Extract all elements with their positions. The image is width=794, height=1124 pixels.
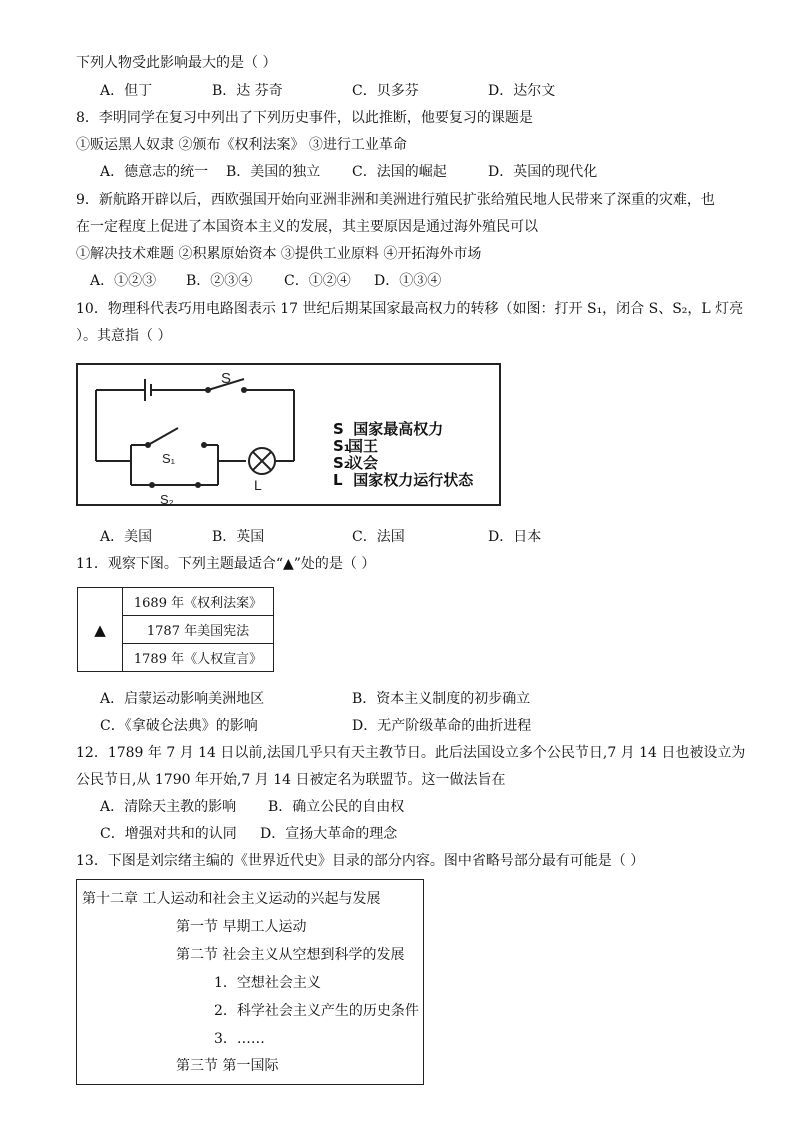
q12-stem-line1: 12．1789 年 7 月 14 日以前,法国几乎只有天主教节日。此后法国设立多个公民节日,7 月 14 日也被设立为	[76, 745, 746, 761]
q11-option-b[interactable]: B．资本主义制度的初步确立	[352, 691, 531, 707]
q8-option-d[interactable]: D．英国的现代化	[488, 164, 598, 180]
table-row: 1787 年美国宪法	[123, 616, 274, 644]
q12-option-c[interactable]: C．增强对共和的认同	[100, 826, 237, 842]
toc-sub-1: 1．空想社会主义	[214, 975, 321, 991]
q7-option-c[interactable]: C．贝多芬	[352, 83, 419, 99]
toc-sub-3: 3．……	[214, 1031, 265, 1047]
circuit-legend	[333, 421, 473, 489]
toc-section-3: 第三节 第一国际	[176, 1058, 279, 1074]
q8-option-a[interactable]: A．德意志的统一	[100, 164, 209, 180]
q10-stem-line1: 10．物理科代表巧用电路图表示 17 世纪后期某国家最高权力的转移（如图：打开 S₁，闭合 S、S₂，L 灯亮	[76, 301, 744, 317]
table-row: 1789 年《人权宣言》	[123, 644, 274, 672]
q7-option-a[interactable]: A．但丁	[100, 83, 153, 99]
q12-option-b[interactable]: B．确立公民的自由权	[268, 799, 405, 815]
q11-option-d[interactable]: D．无产阶级革命的曲折进程	[352, 718, 532, 734]
triangle-marker: ▲	[78, 588, 123, 672]
q8-events: ①贩运黑人奴隶 ②颁布《权利法案》 ③进行工业革命	[76, 137, 407, 153]
q9-option-b[interactable]: B．②③④	[186, 273, 253, 289]
q8-option-c[interactable]: C．法国的崛起	[352, 164, 447, 180]
toc-chapter: 第十二章 工人运动和社会主义运动的兴起与发展	[82, 891, 381, 907]
q9-stem-line1: 9．新航路开辟以后，西欧强国开始向亚洲非洲和美洲进行殖民扩张给殖民地人民带来了深重的灾难，也	[76, 192, 715, 208]
q8-stem: 8．李明同学在复习中列出了下列历史事件，以此推断，他要复习的课题是	[76, 110, 533, 126]
q12-option-d[interactable]: D．宣扬大革命的理念	[260, 826, 398, 842]
q13-toc-box	[76, 879, 424, 1085]
q10-option-c[interactable]: C．法国	[352, 529, 405, 545]
q9-option-d[interactable]: D．①③④	[374, 273, 442, 289]
q10-option-a[interactable]: A．美国	[100, 529, 153, 545]
q11-stem: 11．观察下图。下列主题最适合“▲”处的是（ ）	[76, 556, 376, 572]
q12-stem-line2: 公民节日,从 1790 年开始,7 月 14 日被定名为联盟节。这一做法旨在	[76, 772, 506, 788]
q7-option-d[interactable]: D．达尔文	[488, 83, 556, 99]
q9-option-c[interactable]: C．①②④	[284, 273, 351, 289]
legend-item-s2: S₂议会	[333, 454, 379, 472]
q10-stem-line2: ）。其意指（ ）	[76, 328, 172, 344]
label-s1: S₁	[162, 451, 176, 466]
toc-sub-2: 2．科学社会主义产生的历史条件	[214, 1003, 419, 1019]
q9-items: ①解决技术难题 ②积累原始资本 ③提供工业原料 ④开拓海外市场	[76, 246, 482, 262]
q12-option-a[interactable]: A．清除天主教的影响	[100, 799, 237, 815]
circuit-diagram	[76, 363, 501, 506]
legend-item-s: S 国家最高权力	[333, 420, 444, 438]
q7-option-b[interactable]: B．达 芬奇	[212, 83, 283, 99]
toc-section-1: 第一节 早期工人运动	[176, 919, 307, 935]
q9-option-a[interactable]: A．①②③	[90, 273, 157, 289]
table-row: 1689 年《权利法案》	[123, 588, 274, 616]
toc-section-2: 第二节 社会主义从空想到科学的发展	[176, 947, 405, 963]
q11-table	[77, 587, 274, 672]
q11-option-c[interactable]: C．《拿破仑法典》的影响	[100, 718, 258, 734]
q10-option-d[interactable]: D．日本	[488, 529, 542, 545]
q13-stem: 13．下图是刘宗绪主编的《世界近代史》目录的部分内容。图中省略号部分最有可能是（ ）	[76, 853, 645, 869]
legend-item-s1: S₁国王	[333, 437, 379, 455]
legend-item-l: L 国家权力运行状态	[333, 471, 474, 489]
q11-option-a[interactable]: A．启蒙运动影响美洲地区	[100, 691, 265, 707]
q7-stem: 下列人物受此影响最大的是（ ）	[76, 55, 277, 71]
q8-option-b[interactable]: B．美国的独立	[226, 164, 321, 180]
label-s: S	[221, 370, 232, 387]
label-l: L	[254, 477, 262, 493]
q10-option-b[interactable]: B．英国	[212, 529, 265, 545]
q9-stem-line2: 在一定程度上促进了本国资本主义的发展，其主要原因是通过海外殖民可以	[76, 219, 538, 235]
label-s2: S₂	[160, 492, 174, 507]
